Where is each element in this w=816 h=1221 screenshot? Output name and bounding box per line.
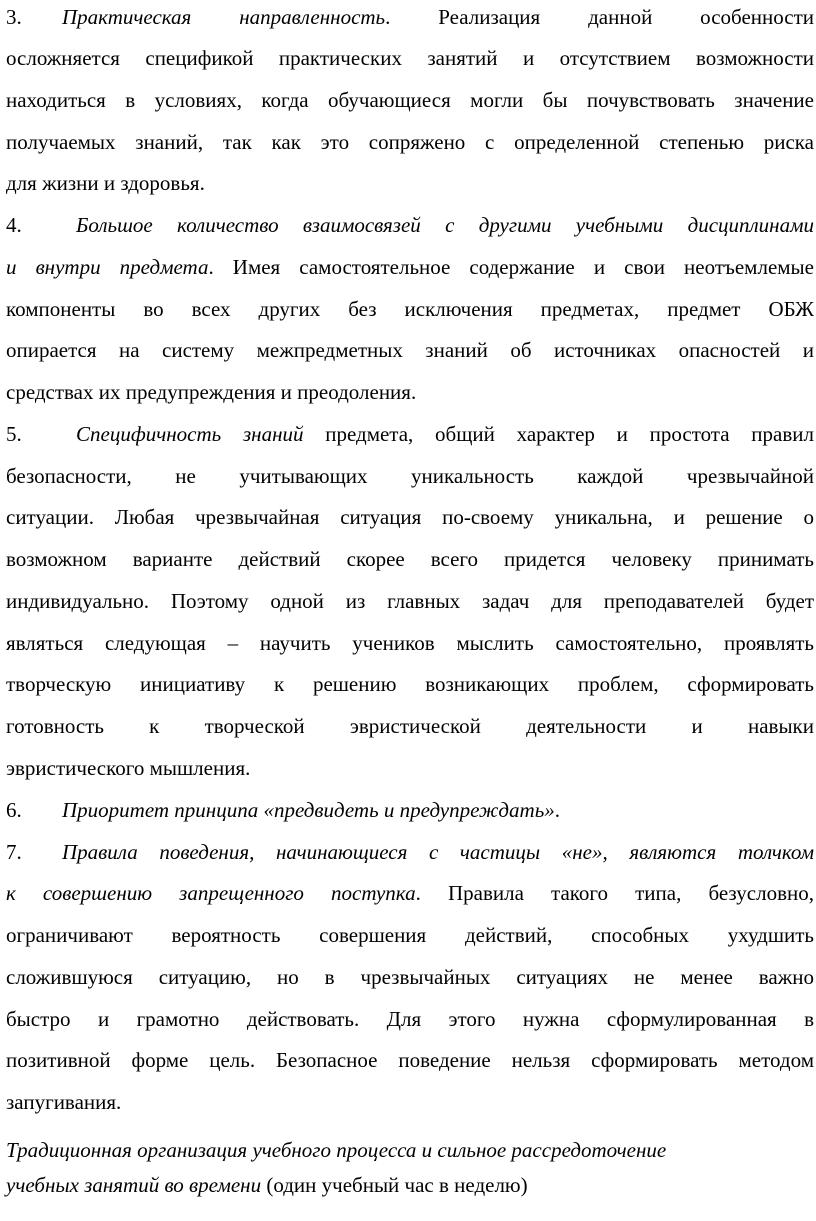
item-5-line-1 xyxy=(6,419,814,449)
closing-heading: учебных занятий во времени xyxy=(6,1173,262,1197)
paragraph-text: . Правила такого типа, безусловно, xyxy=(415,881,814,905)
item-4-line-1 xyxy=(6,210,814,240)
paragraph-line: эвристического мышления. xyxy=(6,756,251,780)
item-number: 7. xyxy=(6,840,22,864)
paragraph-line: позитивной форме цель. Безопасное поведение нельзя сформировать методом xyxy=(6,1048,814,1072)
closing-line-1 xyxy=(6,1135,666,1165)
item-number: 3. xyxy=(6,5,22,29)
paragraph-line: находиться в условиях, когда обучающиеся могли бы почувствовать значение xyxy=(6,88,814,112)
paragraph-line: возможном варианте действий скорее всего придется человеку принимать xyxy=(6,547,814,571)
paragraph-line: опирается на систему межпредметных знаний об источниках опасностей и xyxy=(6,338,814,362)
item-4-line-2 xyxy=(6,252,814,282)
item-heading: Специфичность знаний xyxy=(76,422,304,446)
item-heading: к совершению запрещенного поступка xyxy=(6,881,416,905)
item-7-line-2 xyxy=(6,878,814,908)
paragraph-line: индивидуально. Поэтому одной из главных задач для преподавателей будет xyxy=(6,589,814,613)
paragraph-line: ограничивают вероятность совершения действий, способных ухудшить xyxy=(6,923,814,947)
paragraph-line: сложившуюся ситуацию, но в чрезвычайных ситуациях не менее важно xyxy=(6,965,814,989)
paragraph-line: быстро и грамотно действовать. Для этого нужна сформулированная в xyxy=(6,1007,814,1031)
paragraph-line: безопасности, не учитывающих уникальность каждой чрезвычайной xyxy=(6,464,814,488)
item-7-line-1 xyxy=(6,837,814,867)
paragraph-line: для жизни и здоровья. xyxy=(6,171,205,195)
item-number: 4. xyxy=(6,213,22,237)
paragraph-line: творческую инициативу к решению возникающих проблем, сформировать xyxy=(6,672,814,696)
paragraph-line: запугивания. xyxy=(6,1090,122,1114)
paragraph-line: являться следующая – научить учеников мыслить самостоятельно, проявлять xyxy=(6,631,814,655)
paragraph-text: . Реализация данной особенности xyxy=(385,5,814,29)
item-heading: Большое количество взаимосвязей с другими учебными дисциплинами xyxy=(76,213,814,237)
item-number: 5. xyxy=(6,422,22,446)
item-heading: Приоритет принципа «предвидеть и предупреждать» xyxy=(62,798,555,822)
paragraph-text: . Имея самостоятельное содержание и свои неотъемлемые xyxy=(208,255,814,279)
paragraph-line: ситуации. Любая чрезвычайная ситуация по-своему уникальна, и решение о xyxy=(6,505,814,529)
item-3-line-1 xyxy=(6,2,814,32)
paragraph-line: средствах их предупреждения и преодоления. xyxy=(6,380,417,404)
paragraph-text: предмета, общий характер и простота правил xyxy=(303,422,814,446)
closing-line-2 xyxy=(6,1170,528,1200)
paragraph-line: осложняется спецификой практических занятий и отсутствием возможности xyxy=(6,46,814,70)
item-heading: и внутри предмета xyxy=(6,255,209,279)
item-6-line-1 xyxy=(6,795,560,825)
closing-text: (один учебный час в неделю) xyxy=(261,1173,528,1197)
closing-heading: Традиционная организация учебного процесса и сильное рассредоточение xyxy=(6,1138,667,1162)
item-heading: Правила поведения, начинающиеся с частицы «не», являются толчком xyxy=(62,840,814,864)
paragraph-line: компоненты во всех других без исключения предметах, предмет ОБЖ xyxy=(6,297,814,321)
item-heading: Практическая направленность xyxy=(62,5,386,29)
paragraph-line: готовность к творческой эвристической деятельности и навыки xyxy=(6,714,814,738)
paragraph-text: . xyxy=(554,798,561,822)
item-number: 6. xyxy=(6,798,22,822)
paragraph-line: получаемых знаний, так как это сопряжено с определенной степенью риска xyxy=(6,130,814,154)
